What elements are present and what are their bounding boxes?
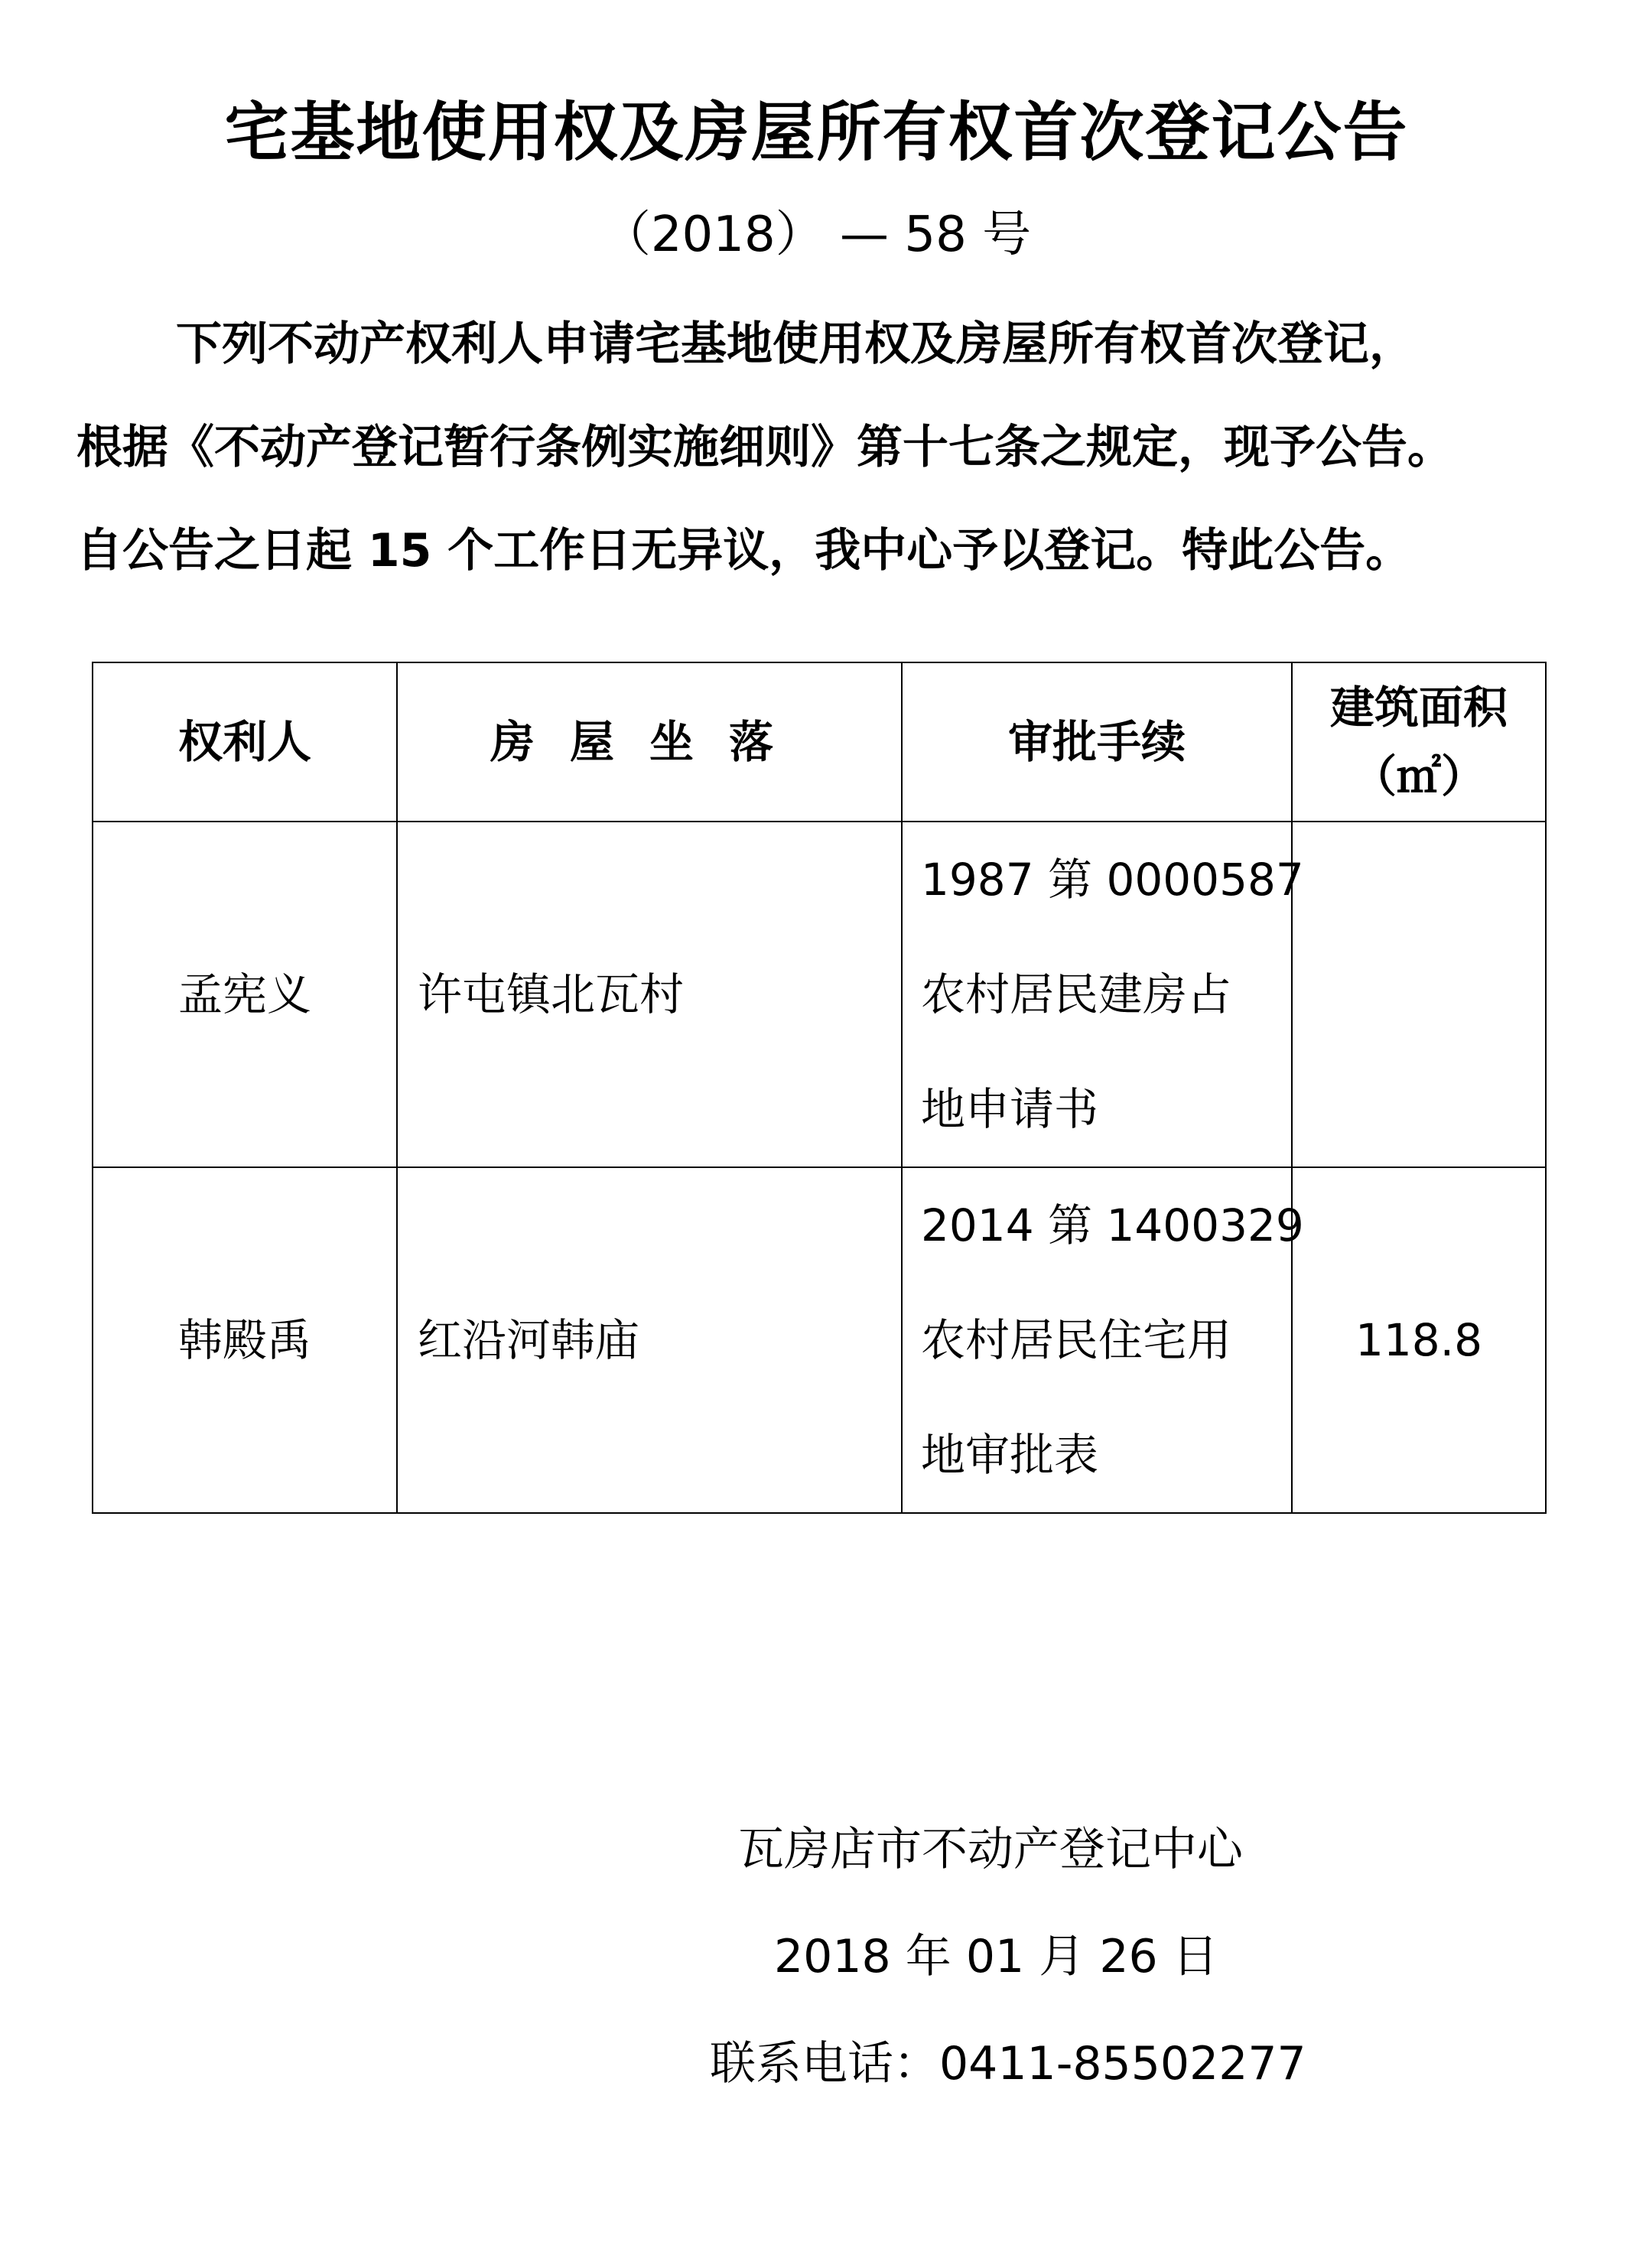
approval-line: 地申请书 bbox=[921, 1083, 1099, 1135]
cell-location: 红沿河韩庙 bbox=[397, 1167, 902, 1513]
approval-line: 2014 第 1400329 bbox=[921, 1199, 1304, 1251]
notice-paragraph-line-2: 根据《不动产登记暂行条例实施细则》第十七条之规定，现予公告。 bbox=[76, 421, 1453, 474]
cell-approval bbox=[902, 822, 1304, 1167]
cell-owner: 孟宪义 bbox=[93, 822, 397, 1167]
header-area bbox=[1292, 662, 1546, 822]
cell-approval bbox=[902, 1167, 1304, 1513]
notice-number: （2018） — 58 号 bbox=[601, 207, 1032, 263]
notice-paragraph-line-1: 下列不动产权利人申请宅基地使用权及房屋所有权首次登记， bbox=[176, 317, 1415, 371]
notice-title: 宅基地使用权及房屋所有权首次登记公告 bbox=[224, 95, 1409, 170]
table-row bbox=[93, 1167, 1546, 1513]
header-area-unit: （㎡） bbox=[1352, 750, 1485, 802]
footer-organization: 瓦房店市不动产登记中心 bbox=[738, 1823, 1243, 1876]
footer-phone: 联系电话：0411-85502277 bbox=[710, 2037, 1306, 2091]
cell-area bbox=[1292, 822, 1546, 1167]
approval-line: 农村居民住宅用 bbox=[921, 1314, 1232, 1366]
cell-location: 许屯镇北瓦村 bbox=[397, 822, 902, 1167]
footer-date: 2018 年 01 月 26 日 bbox=[774, 1930, 1218, 1983]
cell-area: 118.8 bbox=[1292, 1167, 1546, 1513]
notice-paragraph-line-3: 自公告之日起 15 个工作日无异议，我中心予以登记。特此公告。 bbox=[76, 524, 1412, 578]
cell-owner: 韩殿禹 bbox=[93, 1167, 397, 1513]
approval-line: 1987 第 0000587 bbox=[921, 854, 1304, 906]
table-header-row bbox=[93, 662, 1546, 822]
approval-line: 地审批表 bbox=[921, 1429, 1099, 1481]
header-area-label: 建筑面积 bbox=[1329, 682, 1508, 734]
header-approval: 审批手续 bbox=[902, 662, 1292, 822]
header-location: 房屋坐落 bbox=[397, 662, 902, 822]
header-owner: 权利人 bbox=[93, 662, 397, 822]
registration-table bbox=[92, 662, 1547, 1514]
approval-line: 农村居民建房占 bbox=[921, 968, 1232, 1020]
table-row bbox=[93, 822, 1546, 1167]
